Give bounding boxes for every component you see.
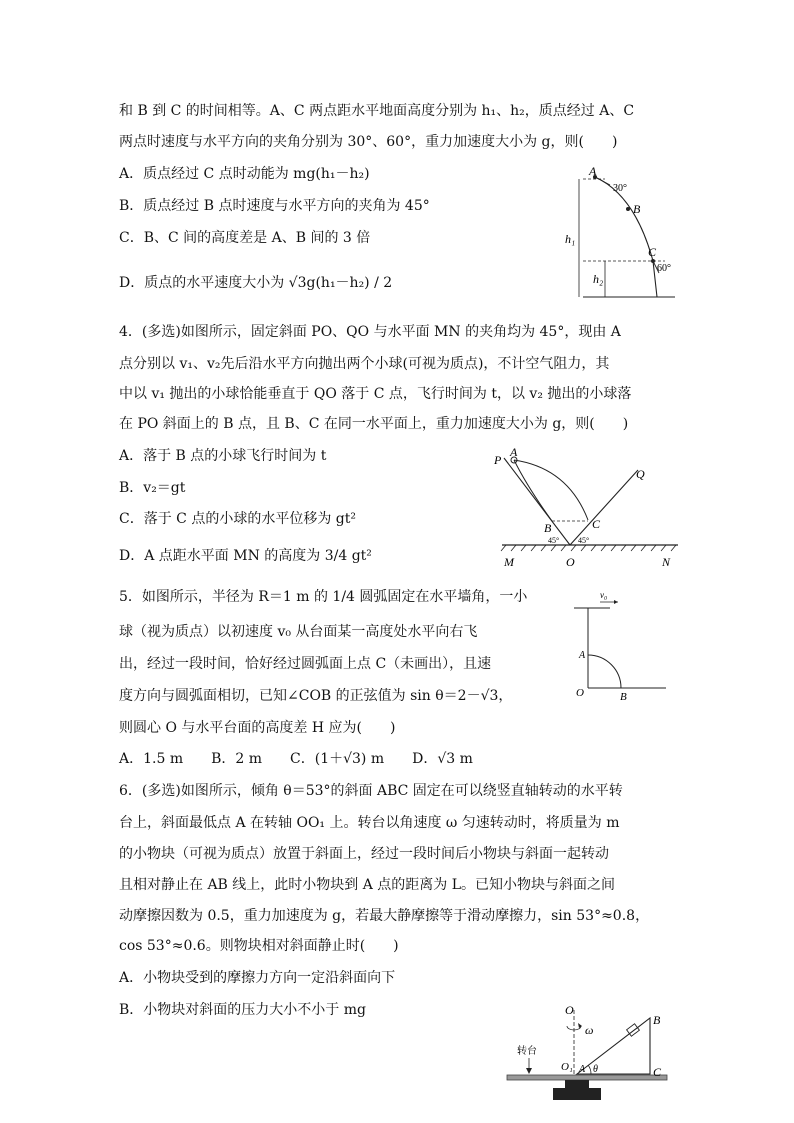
label-A: A [579,1064,586,1075]
text-line: D．质点的水平速度大小为 √3g(h₁－h₂) / 2 [119,275,393,291]
label-O1: O₁ [561,1061,573,1073]
label-P: P [494,453,502,467]
label-omega: ω [585,1023,594,1037]
label-A: A [579,650,586,661]
label-A: A [510,448,518,459]
angle-right: 45° [578,536,590,545]
label-N: N [662,555,671,569]
label-h1: h₁ [565,232,576,246]
text-line: 且相对静止在 AB 线上，此时小物块到 A 点的距离为 L。已知小物块与斜面之间 [119,877,616,893]
label-B: B [653,1013,661,1027]
figure-inclines-45 [488,448,688,573]
label-O: O [576,687,584,699]
label-B: B [620,691,627,703]
label-C: C [653,1065,662,1079]
text-line: 出，经过一段时间，恰好经过圆弧面上点 C（未画出），且速 [119,656,492,672]
text-line: 台上，斜面最低点 A 在转轴 OO₁ 上。转台以角速度 ω 匀速转动时，将质量为 m [119,815,620,831]
label-C: C [648,245,657,259]
text-line: D．A 点距水平面 MN 的高度为 3/4 gt² [119,548,372,564]
text-line: B．小物块对斜面的压力大小不小于 mg [119,1002,366,1018]
text-line: A．1.5 m B．2 m C．(1＋√3) m D．√3 m [119,751,473,767]
angle-left: 45° [548,536,560,545]
label-O: O [566,555,575,569]
text-line: 4．(多选)如图所示，固定斜面 PO、QO 与水平面 MN 的夹角均为 45°，现由 A [119,324,621,340]
figure-projectile-heights [565,165,685,305]
figure-turntable [505,1002,680,1120]
label-O: O [565,1003,574,1017]
text-line: 则圆心 O 与水平台面的高度差 H 应为( ) [119,720,396,736]
label-turntable: 转台 [517,1046,537,1057]
label-B: B [633,202,641,216]
label-B: B [544,521,552,535]
text-line: 度方向与圆弧面相切，已知∠COB 的正弦值为 sin θ＝2－√3， [119,688,513,704]
label-theta: θ [593,1064,598,1075]
figure-quarter-arc [570,588,670,708]
text-line: 5．如图所示，半径为 R＝1 m 的 1/4 圆弧固定在水平墙角，一小 [119,589,528,605]
text-line: 动摩擦因数为 0.5，重力加速度为 g，若最大静摩擦等于滑动摩擦力，sin 53°≈0.8， [119,908,650,924]
text-line: 和 B 到 C 的时间相等。A、C 两点距水平地面高度分别为 h₁、h₂，质点经过 A、C [119,103,635,119]
text-line: C．落于 C 点的小球的水平位移为 gt² [119,511,356,527]
text-line: 中以 v₁ 抛出的小球恰能垂直于 QO 落于 C 点，飞行时间为 t，以 v₂ 抛出的小球落 [119,386,632,402]
text-line: 6．(多选)如图所示，倾角 θ＝53°的斜面 ABC 固定在可以绕竖直轴转动的水平转 [119,783,623,799]
text-line: A．落于 B 点的小球飞行时间为 t [119,448,327,464]
text-line: A．小物块受到的摩擦力方向一定沿斜面向下 [119,970,396,986]
text-line: B．质点经过 B 点时速度与水平方向的夹角为 45° [119,198,430,214]
label-h2: h₂ [593,272,604,286]
label-M: M [504,555,514,569]
text-line: cos 53°≈0.6。则物块相对斜面静止时( ) [119,938,399,954]
text-line: 的小物块（可视为质点）放置于斜面上，经过一段时间后小物块与斜面一起转动 [119,846,609,862]
text-line: 在 PO 斜面上的 B 点，且 B、C 在同一水平面上，重力加速度大小为 g，则( ) [119,416,629,432]
label-C: C [592,517,601,531]
angle-30: 30° [613,183,627,194]
text-line: B．v₂＝gt [119,480,186,496]
text-line: 两点时速度与水平方向的夹角分别为 30°、60°，重力加速度大小为 g，则( ) [119,134,618,150]
text-line: A．质点经过 C 点时动能为 mg(h₁－h₂) [119,166,370,182]
angle-60: 60° [657,263,671,274]
text-line: C．B、C 间的高度差是 A、B 间的 3 倍 [119,230,371,246]
label-Q: Q [636,467,645,481]
text-line: 球（视为质点）以初速度 v₀ 从台面某一高度处水平向右飞 [119,624,478,640]
text-line: 点分别以 v₁、v₂先后沿水平方向抛出两个小球(可视为质点)，不计空气阻力，其 [119,356,610,372]
label-v0: v₀ [600,590,608,600]
label-A: A [589,165,597,178]
